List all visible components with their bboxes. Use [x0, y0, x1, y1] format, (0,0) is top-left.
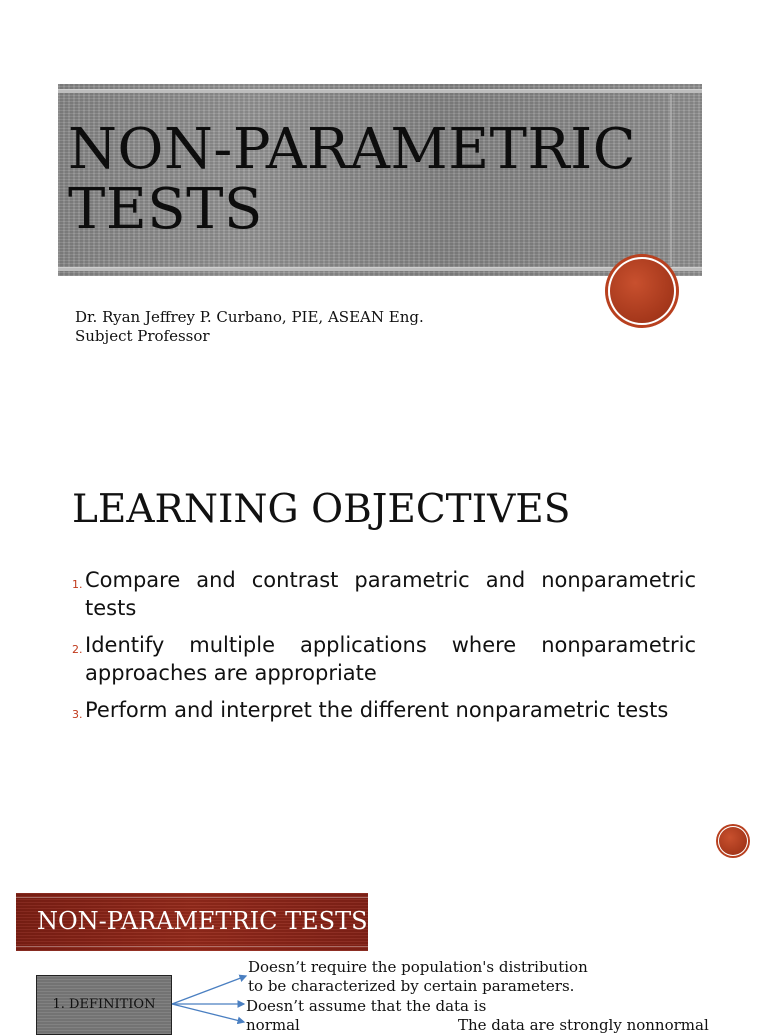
- objective-text: Identify multiple applications where nonparametric approaches are appropriate: [85, 633, 696, 685]
- slide-title-line-2: TESTS: [68, 177, 263, 242]
- title-banner: [58, 84, 702, 276]
- author-block: [75, 308, 424, 346]
- definition-text-4: The data are strongly nonnormal: [458, 1016, 709, 1034]
- objective-item: [72, 631, 696, 687]
- author-role: Subject Professor: [75, 327, 210, 345]
- definition-text-1: [248, 958, 588, 996]
- banner-divider: [670, 94, 672, 266]
- banner-top-rule: [58, 89, 702, 93]
- decorative-circle-icon: [608, 257, 676, 325]
- decorative-circle-icon: [718, 826, 748, 856]
- definition-text-3: normal: [246, 1016, 300, 1034]
- objective-text: Perform and interpret the different nonparametric tests: [85, 698, 669, 722]
- definition-label: 1. DEFINITION: [52, 997, 156, 1012]
- objective-text: Compare and contrast parametric and nonparametric tests: [85, 568, 696, 620]
- slide-title: [68, 117, 637, 242]
- definition-text-2: Doesn’t assume that the data is: [246, 997, 487, 1015]
- objective-number: 3.: [72, 708, 83, 721]
- definition-box: [36, 975, 172, 1035]
- arrow-to-definition-3: [172, 1004, 244, 1022]
- objective-item: [72, 696, 696, 724]
- objective-number: 1.: [72, 578, 83, 591]
- objectives-heading: LEARNING OBJECTIVES: [72, 487, 571, 532]
- definition-line: to be characterized by certain parameters.: [248, 977, 575, 995]
- objective-item: [72, 566, 696, 622]
- section-banner: [16, 893, 368, 951]
- slide-title-line-1: NON-PARAMETRIC: [68, 117, 637, 182]
- section-title: NON-PARAMETRIC TESTS: [37, 907, 368, 935]
- author-name: Dr. Ryan Jeffrey P. Curbano, PIE, ASEAN Eng.: [75, 308, 424, 326]
- banner-bottom-rule: [58, 267, 702, 271]
- definition-line: Doesn’t require the population's distribution: [248, 958, 588, 976]
- objective-number: 2.: [72, 643, 83, 656]
- objectives-list: [72, 566, 696, 733]
- arrow-to-definition-1: [172, 976, 246, 1004]
